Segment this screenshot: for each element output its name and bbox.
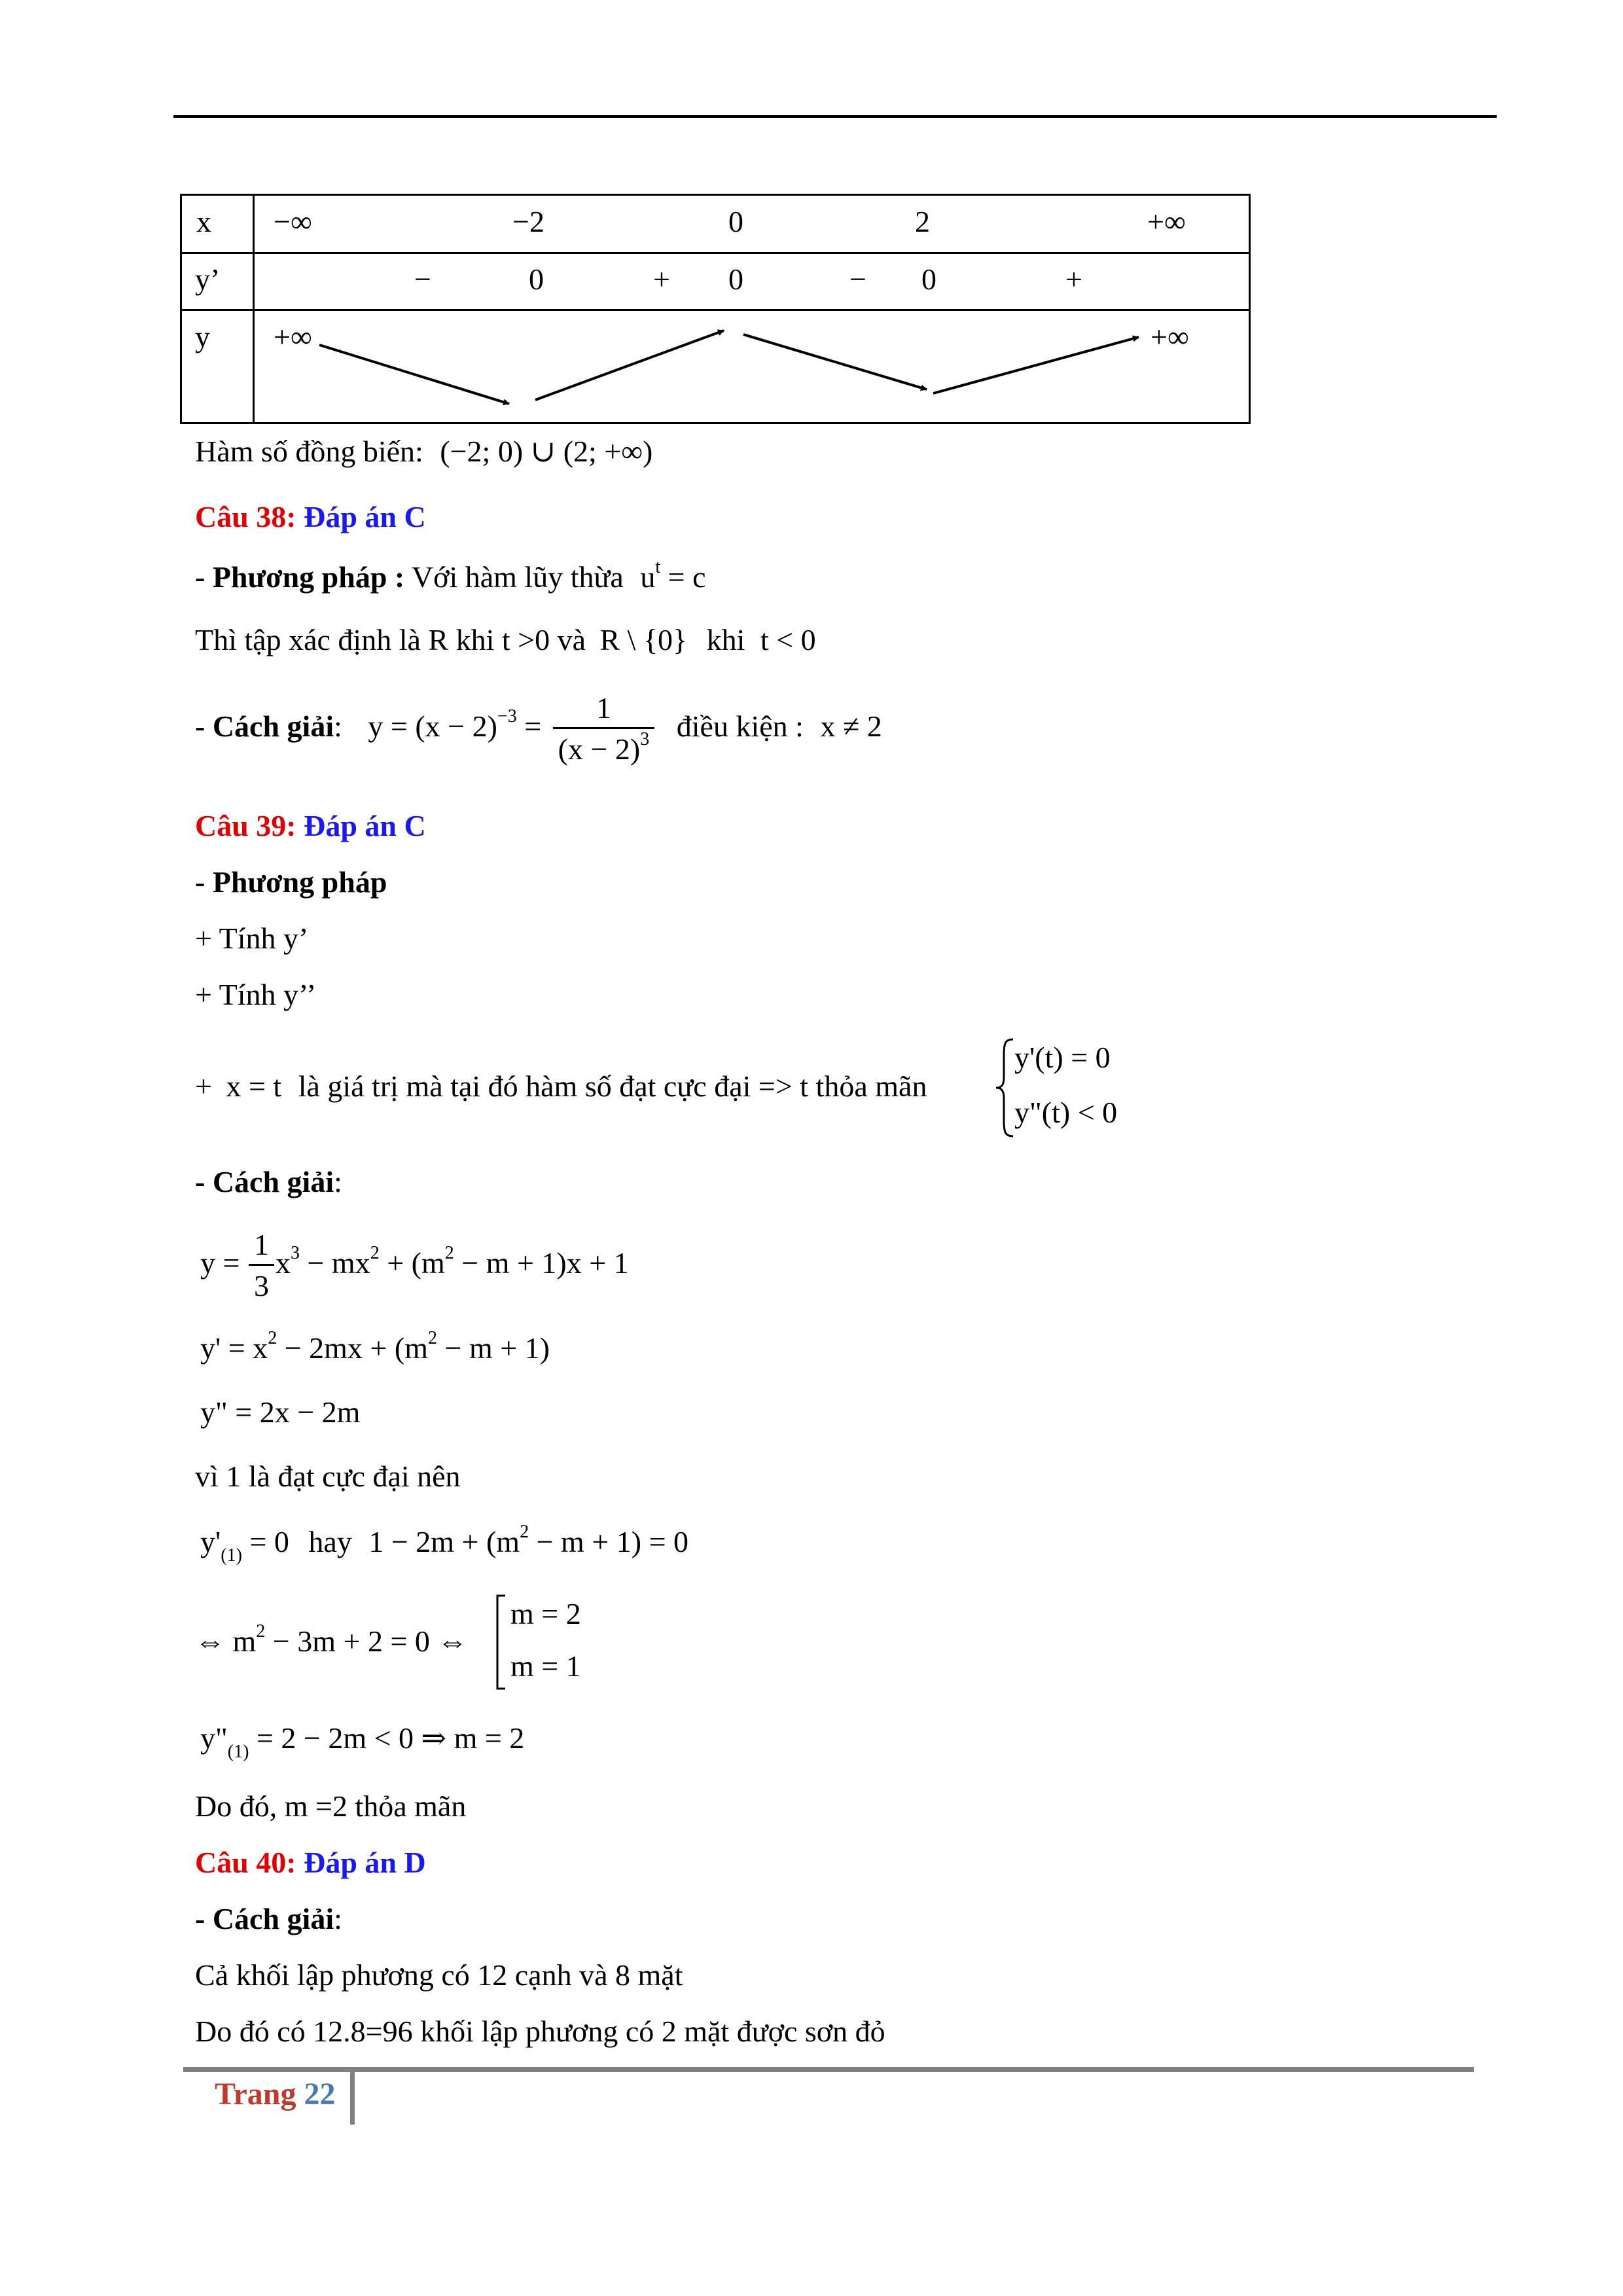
method-text: Với hàm lũy thừa <box>411 560 624 594</box>
row-x-label: x <box>196 205 211 238</box>
monotone-text: Hàm số đồng biến: <box>195 435 423 468</box>
dy-sign: − <box>849 262 866 296</box>
q40-answer: Đáp án D <box>304 1846 426 1879</box>
equation-4: $y'_{(1)} = 0$ hay $1 - 2m + (m^2 - m + 1) = 0$ <box>200 1522 689 1566</box>
footer-label: Trang <box>215 2077 296 2111</box>
q39-step-2: + Tính y’’ <box>195 978 317 1011</box>
x-value: 0 <box>728 205 743 238</box>
y-right-infinity: +∞ <box>1150 320 1189 353</box>
dy-sign: + <box>1065 262 1082 296</box>
x-value: 2 <box>915 205 930 238</box>
q39-conclusion: Do đó, m =2 thỏa mãn <box>195 1789 467 1823</box>
dy-sign: + <box>653 262 670 296</box>
q39-title: Câu 39: <box>195 809 296 842</box>
q39-max-text: vì 1 là đạt cực đại nên <box>195 1460 461 1493</box>
method-label: - Phương pháp : <box>195 560 405 594</box>
fraction: $\frac{1}{(x - 2)^3}$ <box>553 689 655 770</box>
q39-answer: Đáp án C <box>304 809 426 842</box>
q39-step-3: + x = t là giá trị mà tại đó hàm số đạt cực đại => t thỏa mãn <box>195 1069 927 1103</box>
q39-solve-label: - Cách giải: <box>195 1165 342 1198</box>
equation-3: y" = 2x − 2m <box>200 1395 361 1429</box>
q38-title: Câu 38: <box>195 500 296 533</box>
footer-rule <box>183 2067 1474 2072</box>
equation-5: ⇔ $m^2 - 3m + 2 = 0$ ⇔ <box>195 1621 468 1658</box>
footer-divider <box>350 2067 355 2125</box>
dy-sign: − <box>414 262 431 296</box>
q40-heading <box>195 1843 426 1882</box>
q39-step-1: + Tính y’ <box>195 922 309 955</box>
q39-heading <box>195 806 426 846</box>
y-left-infinity: +∞ <box>274 320 312 353</box>
system-line-1: y'(t) = 0 <box>1014 1041 1111 1074</box>
x-value: +∞ <box>1147 205 1186 238</box>
arrow-decreasing <box>319 345 509 404</box>
dy-value: 0 <box>921 262 936 296</box>
q38-heading <box>195 497 426 537</box>
q38-domain: Thì tập xác định là R khi t >0 và R \ {0} khi t < 0 <box>195 623 816 656</box>
row-dy-label: y’ <box>195 262 221 296</box>
q40-line-2: Do đó có 12.8=96 khối lập phương có 2 mặt được sơn đỏ <box>195 2015 885 2048</box>
row-y-label: y <box>195 320 210 353</box>
arrow-decreasing <box>743 334 927 389</box>
x-value: −∞ <box>274 205 312 238</box>
solution-bracket <box>492 1593 508 1691</box>
x-value: −2 <box>512 205 544 238</box>
q38-solution: - Cách giải: $y = (x - 2)^{-3}$ = $\frac{1}{(x - 2)^3}$ điều kiện : x ≠ 2 <box>195 687 882 770</box>
equation-6: $y"_{(1)} = 2 - 2m < 0$ ⇒ m = 2 <box>200 1721 525 1762</box>
q40-title: Câu 40: <box>195 1846 296 1879</box>
q38-method: - Phương pháp : Với hàm lũy thừa $u^t = c$ <box>195 557 706 594</box>
solution-2: m = 1 <box>510 1649 581 1683</box>
variation-table <box>180 194 1251 424</box>
monotone-line <box>195 432 652 471</box>
q40-line-1: Cả khối lập phương có 12 cạnh và 8 mặt <box>195 1958 683 1992</box>
variation-arrows <box>182 196 1253 426</box>
dy-value: 0 <box>529 262 544 296</box>
equation-1: y = $\frac{1}{3}$ $x^3 - mx^2 + (m^2 - m + 1)x + 1$ <box>200 1224 629 1306</box>
system-line-2: y"(t) < 0 <box>1014 1096 1118 1129</box>
header-rule <box>173 115 1497 118</box>
q40-solve-label: - Cách giải: <box>195 1902 342 1935</box>
q38-answer: Đáp án C <box>304 500 426 533</box>
arrow-increasing <box>933 337 1139 393</box>
monotone-interval: (−2; 0) ∪ (2; +∞) <box>440 435 653 468</box>
solution-1: m = 2 <box>510 1597 581 1630</box>
equation-2: $y' = x^2 - 2mx + (m^2 - m + 1)$ <box>200 1328 550 1365</box>
solve-label: - Cách giải <box>195 709 334 743</box>
arrow-increasing <box>535 331 724 400</box>
dy-value: 0 <box>728 262 743 296</box>
q39-method-label: - Phương pháp <box>195 865 387 899</box>
page-footer <box>215 2073 335 2115</box>
page-number: 22 <box>304 2077 336 2111</box>
